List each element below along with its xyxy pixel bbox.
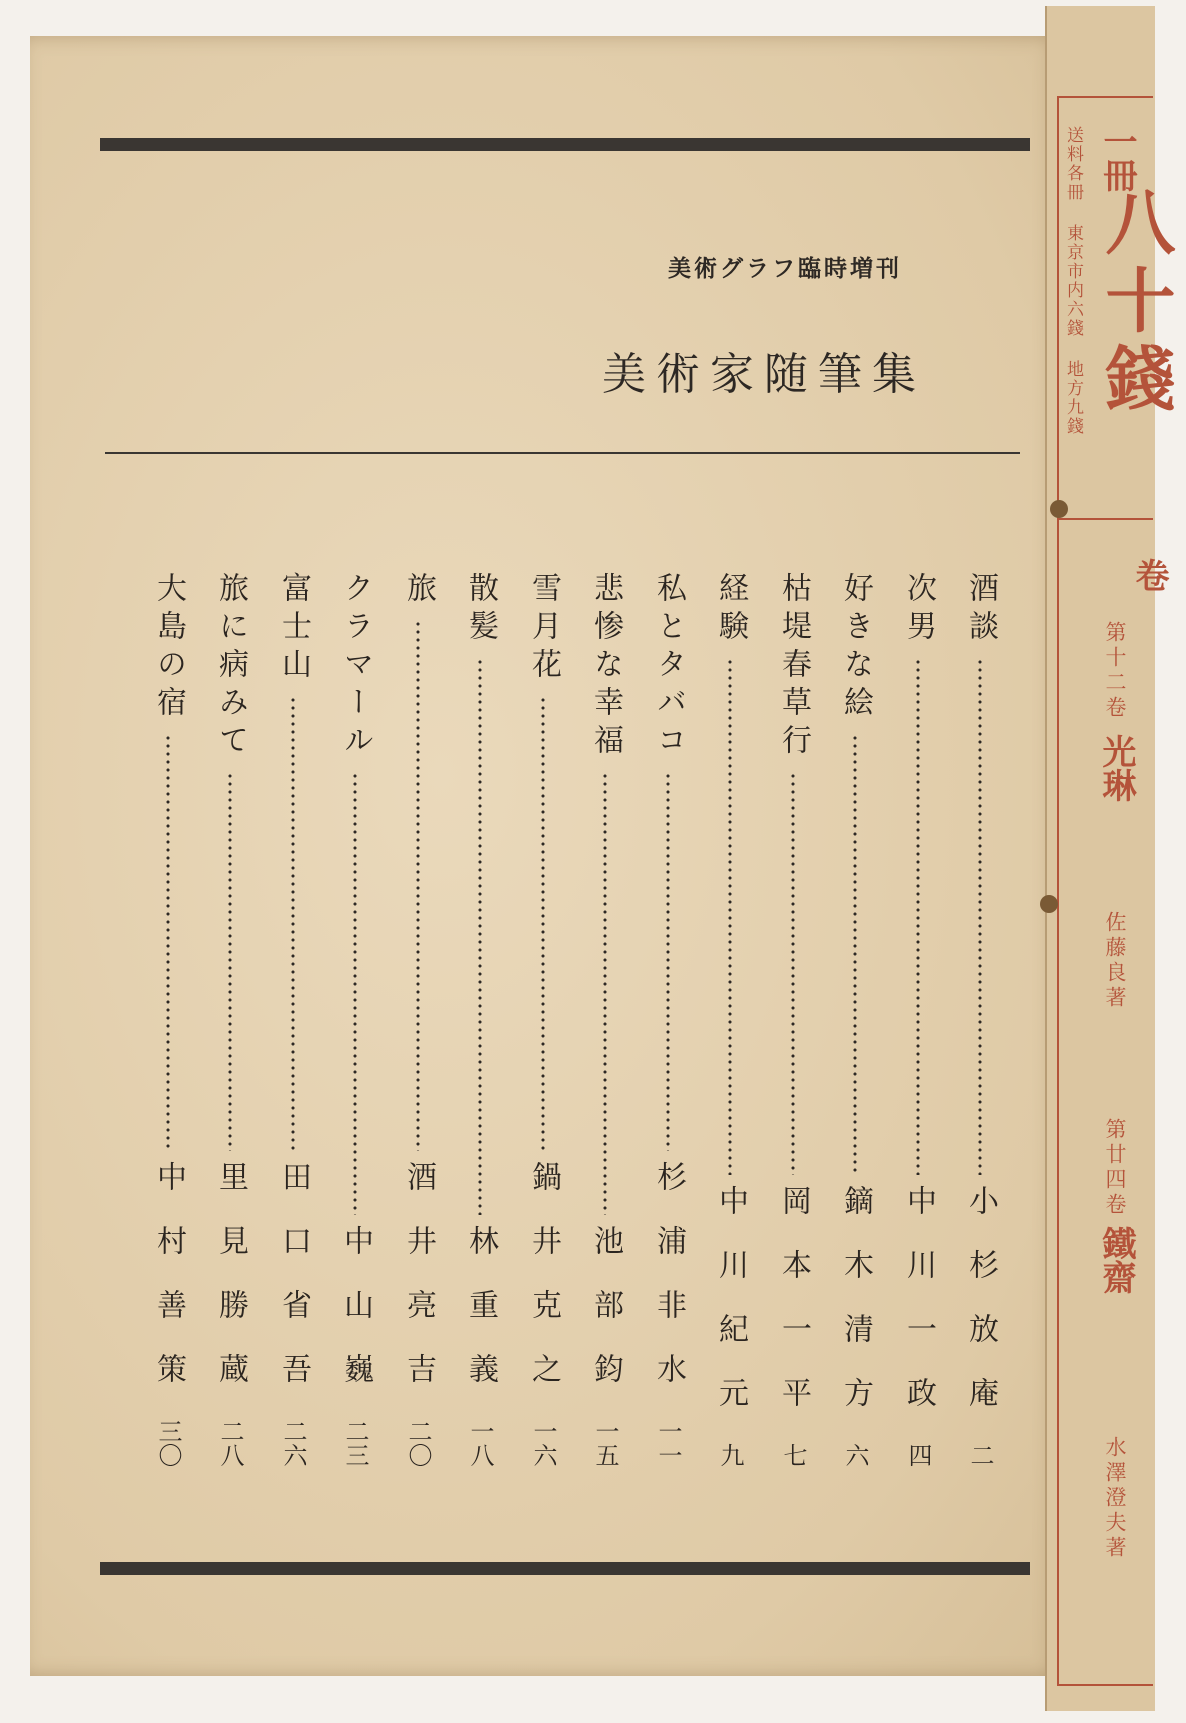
dot-leader <box>666 772 670 1151</box>
contents-entry <box>646 572 690 1467</box>
dot-leader <box>353 772 357 1215</box>
entry-page-number: 一六 <box>529 1419 557 1467</box>
entry-page-number: 四 <box>904 1443 932 1467</box>
dot-leader <box>228 772 232 1151</box>
contents-entry <box>958 572 1002 1467</box>
dot-leader <box>978 658 982 1175</box>
volume-12-title: 光琳 <box>1096 734 1136 802</box>
series-label: 美術グラフ臨時増刊 <box>668 255 902 282</box>
entry-author: 小杉放庵 <box>963 1185 998 1441</box>
entry-author: 鍋井克之 <box>526 1161 561 1417</box>
entry-title: 雪月花 <box>526 572 561 686</box>
dot-leader <box>853 734 857 1175</box>
contents-entry <box>521 572 565 1467</box>
dot-leader <box>416 620 420 1151</box>
header-divider-rule <box>105 452 1020 454</box>
binding-hole <box>1040 895 1058 913</box>
entry-title: 散髪 <box>463 572 498 648</box>
entry-author: 田口省吾 <box>276 1161 311 1417</box>
price-label: 八十錢 <box>1094 186 1177 420</box>
entry-author: 池部鈞 <box>588 1225 623 1417</box>
volume-12-label: 第十二卷 <box>1103 621 1127 721</box>
entry-title: クラマール <box>338 572 373 762</box>
entry-author: 酒井亮吉 <box>401 1161 436 1417</box>
entry-page-number: 二六 <box>279 1419 307 1467</box>
entry-author: 中川紀元 <box>713 1185 748 1441</box>
entry-page-number: 二 <box>966 1443 994 1467</box>
entry-title: 私とタバコ <box>651 572 686 762</box>
bottom-border-rule <box>100 1562 1030 1575</box>
entry-title: 酒談 <box>963 572 998 648</box>
dot-leader <box>541 696 545 1151</box>
volume-24-title: 鐵齋 <box>1096 1226 1136 1294</box>
dot-leader <box>478 658 482 1215</box>
entry-title: 旅 <box>401 572 436 610</box>
contents-entry <box>208 572 252 1467</box>
dot-leader <box>916 658 920 1175</box>
contents-entry <box>583 572 627 1467</box>
entry-title: 旅に病みて <box>213 572 248 762</box>
entry-page-number: 三〇 <box>154 1419 182 1467</box>
binding-hole <box>1050 500 1068 518</box>
entry-page-number: 二八 <box>216 1419 244 1467</box>
entry-author: 杉浦非水 <box>651 1161 686 1417</box>
entry-page-number: 一五 <box>591 1419 619 1467</box>
facing-page-edge <box>1045 6 1177 1711</box>
contents-entry <box>396 572 440 1467</box>
entry-page-number: 七 <box>779 1443 807 1467</box>
entry-page-number: 二三 <box>341 1419 369 1467</box>
dot-leader <box>728 658 732 1175</box>
entry-page-number: 一八 <box>466 1419 494 1467</box>
entry-title: 悲惨な幸福 <box>588 572 623 762</box>
contents-entry <box>271 572 315 1467</box>
facing-page-divider <box>1057 518 1153 520</box>
postage-note: 送料各冊 東京市内六錢 地方九錢 <box>1063 126 1083 436</box>
entry-title: 次男 <box>901 572 936 648</box>
entry-title: 大島の宿 <box>151 572 186 724</box>
dot-leader <box>291 696 295 1151</box>
entry-page-number: 一一 <box>654 1419 682 1467</box>
volume-24-author: 水澤澄夫著 <box>1103 1436 1127 1561</box>
entry-page-number: 九 <box>716 1443 744 1467</box>
entry-author: 中山巍 <box>338 1225 373 1417</box>
entry-page-number: 六 <box>841 1443 869 1467</box>
entry-title: 好きな絵 <box>838 572 873 724</box>
entry-title: 富士山 <box>276 572 311 686</box>
entry-author: 中川一政 <box>901 1185 936 1441</box>
contents-entry <box>771 572 815 1467</box>
contents-entry <box>458 572 502 1467</box>
entry-author: 里見勝蔵 <box>213 1161 248 1417</box>
contents-entry <box>333 572 377 1467</box>
top-border-rule <box>100 138 1030 151</box>
volume-12-author: 佐藤良著 <box>1103 911 1127 1011</box>
entry-author: 鏑木清方 <box>838 1185 873 1441</box>
per-volume-label: 一冊 <box>1097 124 1137 192</box>
entry-author: 中村善策 <box>151 1161 186 1417</box>
entry-title: 経験 <box>713 572 748 648</box>
contents-entry <box>833 572 877 1467</box>
volume-24-label: 第廿四卷 <box>1103 1118 1127 1218</box>
entry-author: 林重義 <box>463 1225 498 1417</box>
dot-leader <box>166 734 170 1151</box>
volume-tag: 卷 <box>1129 558 1169 592</box>
dot-leader <box>791 772 795 1175</box>
entry-page-number: 二〇 <box>404 1419 432 1467</box>
contents-entry <box>896 572 940 1467</box>
contents-entry <box>708 572 752 1467</box>
contents-entry <box>146 572 190 1467</box>
entry-author: 岡本一平 <box>776 1185 811 1441</box>
dot-leader <box>603 772 607 1215</box>
collection-title: 美術家随筆集 <box>602 349 926 400</box>
entry-title: 枯堤春草行 <box>776 572 811 762</box>
